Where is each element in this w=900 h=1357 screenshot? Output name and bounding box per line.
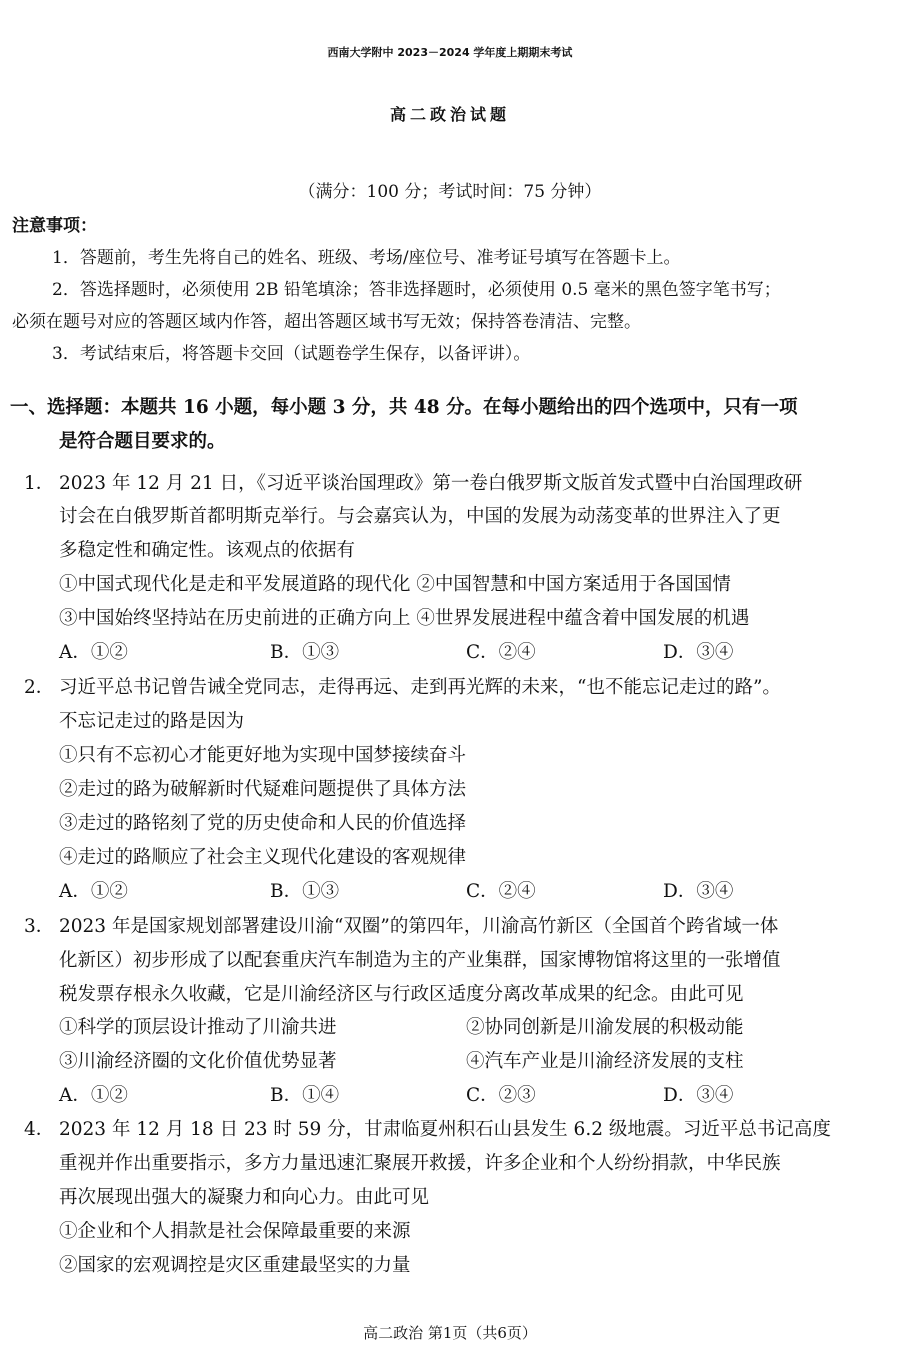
- question-stem: 税发票存根永久收藏，它是川渝经济区与行政区适度分离改革成果的纪念。由此可见: [59, 984, 744, 1005]
- question-stem: 重视并作出重要指示，多方力量迅速汇聚展开救援，许多企业和个人纷纷捐款，中华民族: [59, 1153, 781, 1174]
- question-stem: 化新区）初步形成了以配套重庆汽车制造为主的产业集群，国家博物馆将这里的一张增值: [59, 950, 781, 971]
- question-number: 2．: [24, 677, 55, 698]
- question-stem: 2023 年 12 月 21 日，《习近平谈治国理政》第一卷白俄罗斯文版首发式暨中白治国理政研: [59, 473, 803, 494]
- question-statement: ①只有不忘初心才能更好地为实现中国梦接续奋斗: [59, 745, 467, 766]
- notice-line: 必须在题号对应的答题区域内作答，超出答题区域书写无效；保持答卷清洁、完整。: [12, 312, 641, 332]
- notice-line: 2．答选择题时，必须使用 2B 铅笔填涂；答非选择题时，必须使用 0.5 毫米的黑色签字笔书写；: [52, 280, 781, 300]
- question-statement: ④走过的路顺应了社会主义现代化建设的客观规律: [59, 847, 467, 868]
- page-footer: 高二政治 第1页（共6页）: [363, 1324, 537, 1342]
- question-statement: ②国家的宏观调控是灾区重建最坚实的力量: [59, 1255, 411, 1276]
- question-statement: ③走过的路铭刻了党的历史使命和人民的价值选择: [59, 813, 467, 834]
- option-b[interactable]: B．①④: [270, 1085, 340, 1106]
- option-d[interactable]: D．③④: [663, 642, 734, 663]
- question-number: 4．: [24, 1119, 55, 1140]
- option-b[interactable]: B．①③: [270, 881, 340, 902]
- question-number: 1．: [24, 473, 55, 494]
- option-d[interactable]: D．③④: [663, 881, 734, 902]
- option-c[interactable]: C．②④: [466, 642, 536, 663]
- option-a[interactable]: A．①②: [59, 1085, 128, 1106]
- question-statement: ①科学的顶层设计推动了川渝共进: [59, 1017, 337, 1038]
- option-d[interactable]: D．③④: [663, 1085, 734, 1106]
- question-stem: 2023 年 12 月 18 日 23 时 59 分，甘肃临夏州积石山县发生 6.2 级地震。习近平总书记高度: [59, 1119, 831, 1140]
- question-stem: 讨会在白俄罗斯首都明斯克举行。与会嘉宾认为，中国的发展为动荡变革的世界注入了更: [59, 506, 781, 527]
- question-statement: ③川渝经济圈的文化价值优势显著: [59, 1051, 337, 1072]
- section-heading: 一、选择题：本题共 16 小题，每小题 3 分，共 48 分。在每小题给出的四个选项中，只有一项: [10, 397, 798, 418]
- exam-meta: （满分：100 分；考试时间：75 分钟）: [298, 182, 602, 202]
- option-a[interactable]: A．①②: [59, 642, 128, 663]
- question-statement: ③中国始终坚持站在历史前进的正确方向上 ④世界发展进程中蕴含着中国发展的机遇: [59, 608, 750, 629]
- question-stem: 习近平总书记曾告诫全党同志，走得再远、走到再光辉的未来，“也不能忘记走过的路”。: [59, 677, 781, 698]
- notice-line: 3．考试结束后，将答题卡交回（试题卷学生保存，以备评讲）。: [52, 344, 531, 364]
- question-stem: 再次展现出强大的凝聚力和向心力。由此可见: [59, 1187, 430, 1208]
- section-heading-cont: 是符合题目要求的。: [59, 431, 226, 452]
- option-a[interactable]: A．①②: [59, 881, 128, 902]
- option-c[interactable]: C．②③: [466, 1085, 536, 1106]
- exam-subtitle: 高二政治试题: [389, 105, 510, 124]
- option-b[interactable]: B．①③: [270, 642, 340, 663]
- question-number: 3．: [24, 916, 55, 937]
- notice-line: 1．答题前，考生先将自己的姓名、班级、考场/座位号、准考证号填写在答题卡上。: [52, 248, 681, 268]
- option-c[interactable]: C．②④: [466, 881, 536, 902]
- question-stem: 不忘记走过的路是因为: [59, 711, 245, 732]
- question-statement: ④汽车产业是川渝经济发展的支柱: [466, 1051, 744, 1072]
- question-statement: ②协同创新是川渝发展的积极动能: [466, 1017, 744, 1038]
- exam-title: 西南大学附中 2023－2024 学年度上期期末考试: [327, 46, 573, 59]
- question-statement: ①中国式现代化是走和平发展道路的现代化 ②中国智慧和中国方案适用于各国国情: [59, 574, 731, 595]
- question-stem: 2023 年是国家规划部署建设川渝“双圈”的第四年，川渝高竹新区（全国首个跨省域一体: [59, 916, 779, 937]
- question-statement: ②走过的路为破解新时代疑难问题提供了具体方法: [59, 779, 467, 800]
- notice-heading: 注意事项：: [12, 216, 97, 236]
- question-stem: 多稳定性和确定性。该观点的依据有: [59, 540, 356, 561]
- question-statement: ①企业和个人捐款是社会保障最重要的来源: [59, 1221, 411, 1242]
